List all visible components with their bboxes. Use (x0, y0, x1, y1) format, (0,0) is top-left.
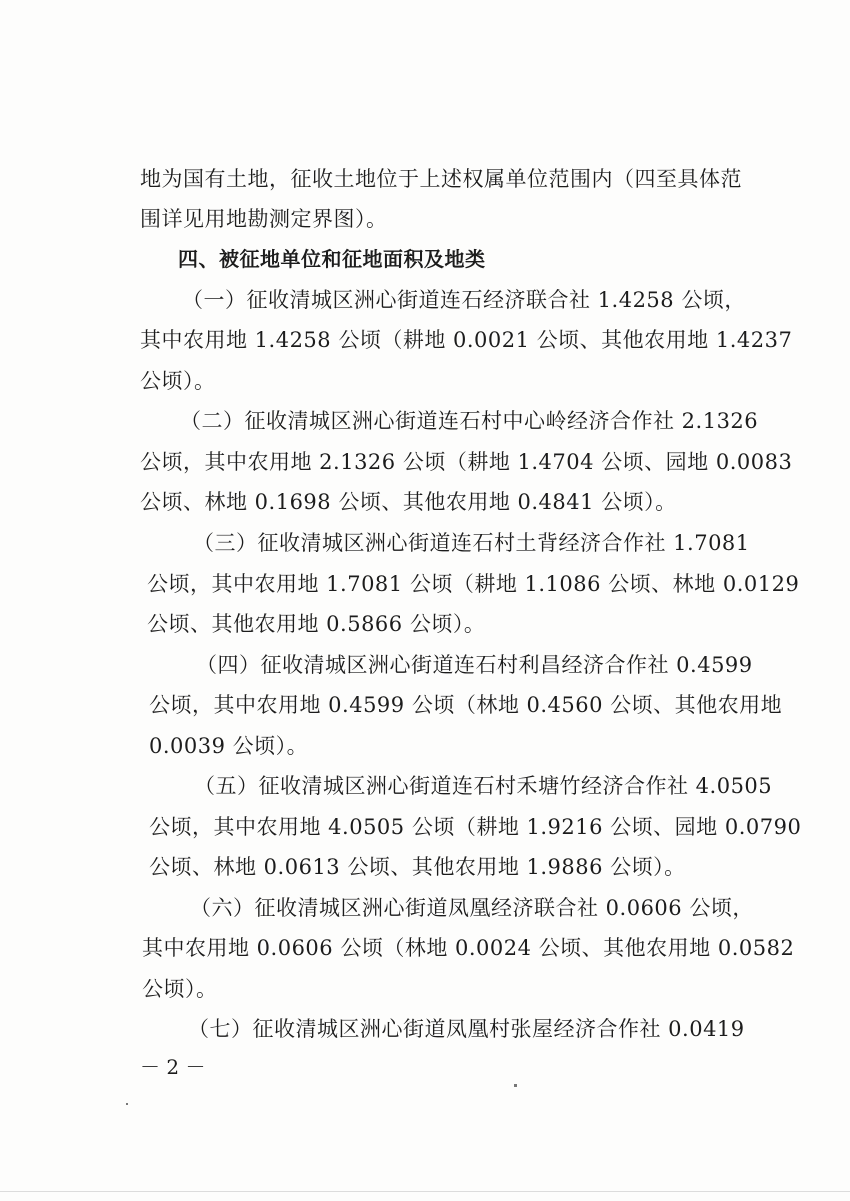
paragraph-line: （五）征收清城区洲心街道连石村禾塘竹经济合作社 4.0505 (194, 774, 773, 798)
scan-edge (0, 1191, 850, 1192)
paragraph-line: 0.0039 公顷）。 (149, 734, 309, 758)
paragraph-line: （三）征收清城区洲心街道连石村土背经济合作社 1.7081 (193, 531, 750, 555)
scan-dot (126, 1103, 128, 1105)
paragraph-line: （二）征收清城区洲心街道连石村中心岭经济合作社 2.1326 (180, 409, 759, 433)
scan-dot (514, 1084, 517, 1087)
text-line: 围详见用地勘测定界图）。 (140, 207, 388, 231)
text-line: 地为国有土地，征收土地位于上述权属单位范围内（四至具体范 (140, 167, 742, 191)
paragraph-line: 公顷，其中农用地 0.4599 公顷（林地 0.4560 公顷、其他农用地 (149, 693, 783, 717)
page-number: － 2 － (140, 1055, 206, 1079)
paragraph-line: 公顷、林地 0.0613 公顷、其他农用地 1.9886 公顷）。 (149, 855, 686, 879)
paragraph-line: 公顷，其中农用地 2.1326 公顷（耕地 1.4704 公顷、园地 0.0083 (140, 450, 793, 474)
paragraph-line: 公顷）。 (140, 369, 216, 393)
paragraph-line: （六）征收清城区洲心街道凤凰经济联合社 0.0606 公顷， (190, 896, 754, 920)
paragraph-line: 其中农用地 0.0606 公顷（林地 0.0024 公顷、其他农用地 0.0582 (142, 936, 795, 960)
paragraph-line: 公顷、其他农用地 0.5866 公顷）。 (147, 612, 486, 636)
paragraph-line: （一）征收清城区洲心街道连石经济联合社 1.4258 公顷， (182, 288, 746, 312)
paragraph-line: 公顷，其中农用地 4.0505 公顷（耕地 1.9216 公顷、园地 0.0790 (149, 815, 802, 839)
paragraph-line: （四）征收清城区洲心街道连石村利昌经济合作社 0.4599 (196, 653, 753, 677)
paragraph-line: （七）征收清城区洲心街道凤凰村张屋经济合作社 0.0419 (188, 1017, 745, 1041)
paragraph-line: 公顷）。 (142, 977, 218, 1001)
paragraph-line: 其中农用地 1.4258 公顷（耕地 0.0021 公顷、其他农用地 1.4237 (140, 328, 793, 352)
paragraph-line: 公顷、林地 0.1698 公顷、其他农用地 0.4841 公顷）。 (140, 490, 677, 514)
paragraph-line: 公顷，其中农用地 1.7081 公顷（耕地 1.1086 公顷、林地 0.0129 (147, 572, 800, 596)
section-heading: 四、被征地单位和征地面积及地类 (178, 247, 486, 271)
